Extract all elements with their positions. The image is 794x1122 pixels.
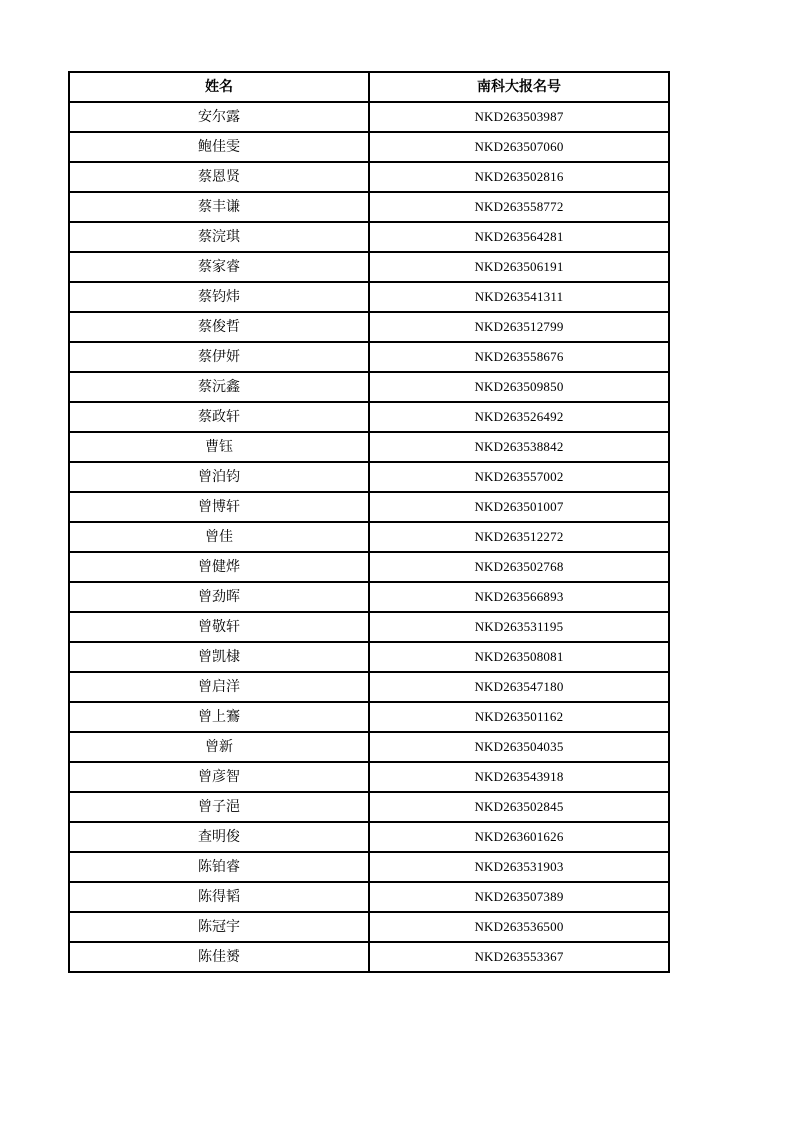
- table-row: [69, 432, 669, 462]
- student-name-cell: 查明俊: [69, 822, 369, 852]
- registration-number-cell: NKD263526492: [369, 402, 669, 432]
- table-row: [69, 402, 669, 432]
- student-name-cell: 蔡浣琪: [69, 222, 369, 252]
- table-row: [69, 642, 669, 672]
- table-row: [69, 132, 669, 162]
- table-row: [69, 522, 669, 552]
- student-name-cell: 曾凯棣: [69, 642, 369, 672]
- table-row: [69, 942, 669, 972]
- column-header-name: 姓名: [69, 72, 369, 102]
- registration-number-cell: NKD263558676: [369, 342, 669, 372]
- registration-number-cell: NKD263508081: [369, 642, 669, 672]
- table-row: [69, 222, 669, 252]
- registration-number-cell: NKD263566893: [369, 582, 669, 612]
- student-name-cell: 蔡政轩: [69, 402, 369, 432]
- student-name-cell: 曾佳: [69, 522, 369, 552]
- table-body: [69, 102, 669, 972]
- table-row: [69, 162, 669, 192]
- registration-number-cell: NKD263502768: [369, 552, 669, 582]
- student-name-cell: 陈得韬: [69, 882, 369, 912]
- table-row: [69, 582, 669, 612]
- registration-number-cell: NKD263538842: [369, 432, 669, 462]
- student-name-cell: 陈佳赟: [69, 942, 369, 972]
- student-name-cell: 安尔露: [69, 102, 369, 132]
- table-row: [69, 312, 669, 342]
- registration-number-cell: NKD263531195: [369, 612, 669, 642]
- student-name-cell: 曾子浥: [69, 792, 369, 822]
- student-name-cell: 蔡家睿: [69, 252, 369, 282]
- registration-number-cell: NKD263541311: [369, 282, 669, 312]
- student-name-cell: 曾启洋: [69, 672, 369, 702]
- registration-number-cell: NKD263512799: [369, 312, 669, 342]
- registration-number-cell: NKD263504035: [369, 732, 669, 762]
- table-row: [69, 492, 669, 522]
- registration-number-cell: NKD263507389: [369, 882, 669, 912]
- roster-table: [68, 71, 670, 973]
- table-row: [69, 192, 669, 222]
- registration-number-cell: NKD263507060: [369, 132, 669, 162]
- student-name-cell: 曾新: [69, 732, 369, 762]
- registration-number-cell: NKD263547180: [369, 672, 669, 702]
- student-name-cell: 曾健烨: [69, 552, 369, 582]
- registration-number-cell: NKD263531903: [369, 852, 669, 882]
- student-name-cell: 蔡伊妍: [69, 342, 369, 372]
- table-row: [69, 702, 669, 732]
- registration-number-cell: NKD263501007: [369, 492, 669, 522]
- student-name-cell: 蔡丰谦: [69, 192, 369, 222]
- table-row: [69, 282, 669, 312]
- student-name-cell: 蔡沅鑫: [69, 372, 369, 402]
- student-name-cell: 曾上鶱: [69, 702, 369, 732]
- registration-number-cell: NKD263564281: [369, 222, 669, 252]
- registration-number-cell: NKD263503987: [369, 102, 669, 132]
- student-name-cell: 曾劲晖: [69, 582, 369, 612]
- table-row: [69, 462, 669, 492]
- table-row: [69, 342, 669, 372]
- table-row: [69, 762, 669, 792]
- registration-number-cell: NKD263512272: [369, 522, 669, 552]
- table-row: [69, 102, 669, 132]
- student-name-cell: 陈冠宇: [69, 912, 369, 942]
- table-row: [69, 882, 669, 912]
- student-name-cell: 蔡恩贤: [69, 162, 369, 192]
- registration-number-cell: NKD263509850: [369, 372, 669, 402]
- student-name-cell: 鲍佳雯: [69, 132, 369, 162]
- table-header: [69, 72, 669, 102]
- roster-sheet: [68, 71, 668, 973]
- table-row: [69, 552, 669, 582]
- registration-number-cell: NKD263601626: [369, 822, 669, 852]
- table-row: [69, 912, 669, 942]
- table-row: [69, 672, 669, 702]
- registration-number-cell: NKD263502816: [369, 162, 669, 192]
- table-row: [69, 372, 669, 402]
- registration-number-cell: NKD263501162: [369, 702, 669, 732]
- registration-number-cell: NKD263536500: [369, 912, 669, 942]
- student-name-cell: 曾泊钧: [69, 462, 369, 492]
- student-name-cell: 蔡俊哲: [69, 312, 369, 342]
- table-row: [69, 252, 669, 282]
- registration-number-cell: NKD263553367: [369, 942, 669, 972]
- table-row: [69, 792, 669, 822]
- table-row: [69, 612, 669, 642]
- table-row: [69, 732, 669, 762]
- registration-number-cell: NKD263543918: [369, 762, 669, 792]
- student-name-cell: 陈铂睿: [69, 852, 369, 882]
- student-name-cell: 曾博轩: [69, 492, 369, 522]
- student-name-cell: 曾敬轩: [69, 612, 369, 642]
- table-row: [69, 852, 669, 882]
- table-row: [69, 822, 669, 852]
- student-name-cell: 蔡钧炜: [69, 282, 369, 312]
- registration-number-cell: NKD263506191: [369, 252, 669, 282]
- registration-number-cell: NKD263558772: [369, 192, 669, 222]
- student-name-cell: 曾彦智: [69, 762, 369, 792]
- student-name-cell: 曹钰: [69, 432, 369, 462]
- registration-number-cell: NKD263502845: [369, 792, 669, 822]
- header-row: [69, 72, 669, 102]
- registration-number-cell: NKD263557002: [369, 462, 669, 492]
- column-header-registration-number: 南科大报名号: [369, 72, 669, 102]
